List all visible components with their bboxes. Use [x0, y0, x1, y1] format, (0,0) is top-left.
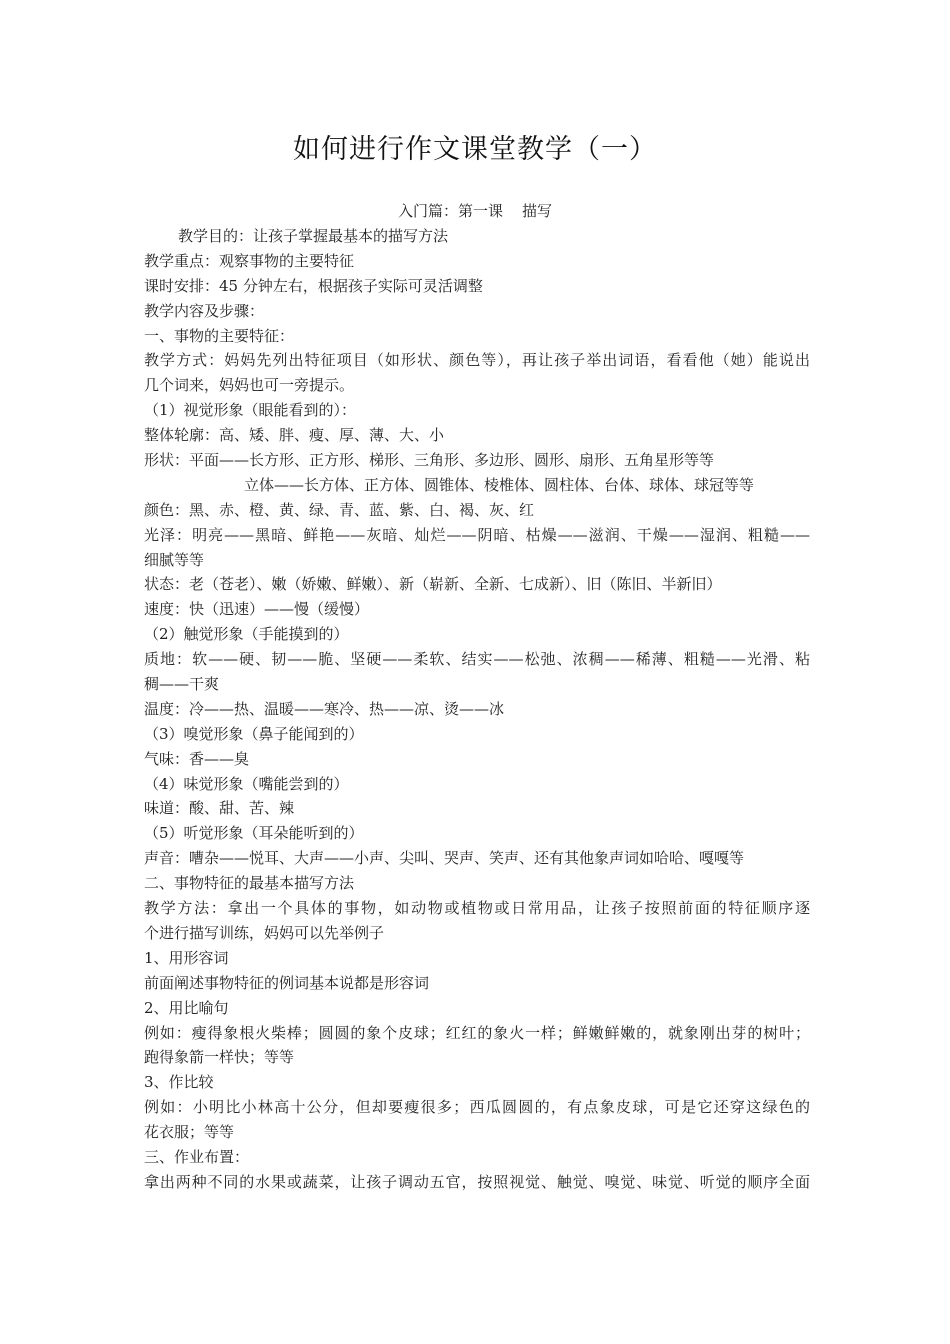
text-line: 速度：快（迅速）——慢（缓慢）	[144, 600, 370, 619]
text-line: 教学重点：观察事物的主要特征	[144, 251, 355, 270]
document-body	[144, 224, 810, 1195]
subsection-heading: （2）触觉形象（手能摸到的）	[144, 625, 349, 644]
text-line: 课时安排：45 分钟左右，根据孩子实际可灵活调整	[144, 276, 483, 295]
text-line: 例如：瘦得象根火柴棒；圆圆的象个皮球；红红的象火一样；鲜嫩鲜嫩的，就象刚出芽的树叶；	[144, 1023, 810, 1042]
text-line: 前面阐述事物特征的例词基本说都是形容词	[144, 973, 430, 992]
section-heading: 一、事物的主要特征：	[144, 326, 295, 345]
text-line: 形状：平面——长方形、正方形、梯形、三角形、多边形、圆形、扇形、五角星形等等	[144, 451, 715, 470]
text-line: 教学方法：拿出一个具体的事物，如动物或植物或日常用品，让孩子按照前面的特征顺序逐	[144, 899, 810, 918]
text-line: 状态：老（苍老）、嫩（娇嫩、鲜嫩）、新（崭新、全新、七成新）、旧（陈旧、半新旧）	[144, 575, 722, 594]
text-line: 温度：冷——热、温暖——寒冷、热——凉、烫——冰	[144, 699, 505, 718]
section-heading: 三、作业布置：	[144, 1147, 250, 1166]
text-line: 声音：嘈杂——悦耳、大声——小声、尖叫、哭声、笑声、还有其他象声词如哈哈、嘎嘎等	[144, 849, 745, 868]
text-line: 例如：小明比小林高十公分，但却要瘦很多；西瓜圆圆的，有点象皮球，可是它还穿这绿色的	[144, 1098, 810, 1117]
text-line: 立体——长方体、正方体、圆锥体、棱椎体、圆柱体、台体、球体、球冠等等	[244, 475, 755, 494]
document-title: 如何进行作文课堂教学（一）	[293, 134, 657, 165]
document-subtitle: 入门篇：第一课 描写	[397, 202, 553, 220]
text-line: 整体轮廓：高、矮、胖、瘦、厚、薄、大、小	[144, 426, 445, 445]
subsection-heading: （5）听觉形象（耳朵能听到的）	[144, 824, 364, 843]
text-line: 质地：软——硬、韧——脆、坚硬——柔软、结实——松弛、浓稠——稀薄、粗糙——光滑、粘	[144, 650, 810, 669]
text-line: 光泽：明亮——黑暗、鲜艳——灰暗、灿烂——阴暗、枯燥——滋润、干燥——湿润、粗糙——	[144, 525, 810, 544]
text-line: 稠——干爽	[144, 675, 220, 694]
text-line: 味道：酸、甜、苦、辣	[144, 799, 295, 818]
text-line: 跑得象箭一样快；等等	[144, 1048, 295, 1067]
text-line: 拿出两种不同的水果或蔬菜，让孩子调动五官，按照视觉、触觉、嗅觉、味觉、听觉的顺序全面	[144, 1172, 810, 1191]
text-line: 细腻等等	[144, 550, 205, 569]
text-line: 几个词来，妈妈也可一旁提示。	[144, 376, 355, 395]
text-line: 颜色：黑、赤、橙、黄、绿、青、蓝、紫、白、褐、灰、红	[144, 500, 535, 519]
section-heading: 二、事物特征的最基本描写方法	[144, 874, 355, 893]
subsection-heading: 2、用比喻句	[144, 998, 229, 1017]
text-line: 教学方式：妈妈先列出特征项目（如形状、颜色等），再让孩子举出词语，看看他（她）能说出	[144, 351, 810, 370]
subsection-heading: （3）嗅觉形象（鼻子能闻到的）	[144, 724, 364, 743]
text-line: 个进行描写训练，妈妈可以先举例子	[144, 923, 385, 942]
text-line: 花衣服；等等	[144, 1123, 235, 1142]
text-line: 气味：香——臭	[144, 749, 250, 768]
subsection-heading: 1、用形容词	[144, 948, 229, 967]
subsection-heading: 3、作比较	[144, 1073, 214, 1092]
text-line: 教学目的：让孩子掌握最基本的描写方法	[178, 227, 449, 245]
subsection-heading: （1）视觉形象（眼能看到的）：	[144, 401, 357, 420]
subsection-heading: （4）味觉形象（嘴能尝到的）	[144, 774, 349, 793]
text-line: 教学内容及步骤：	[144, 301, 265, 320]
